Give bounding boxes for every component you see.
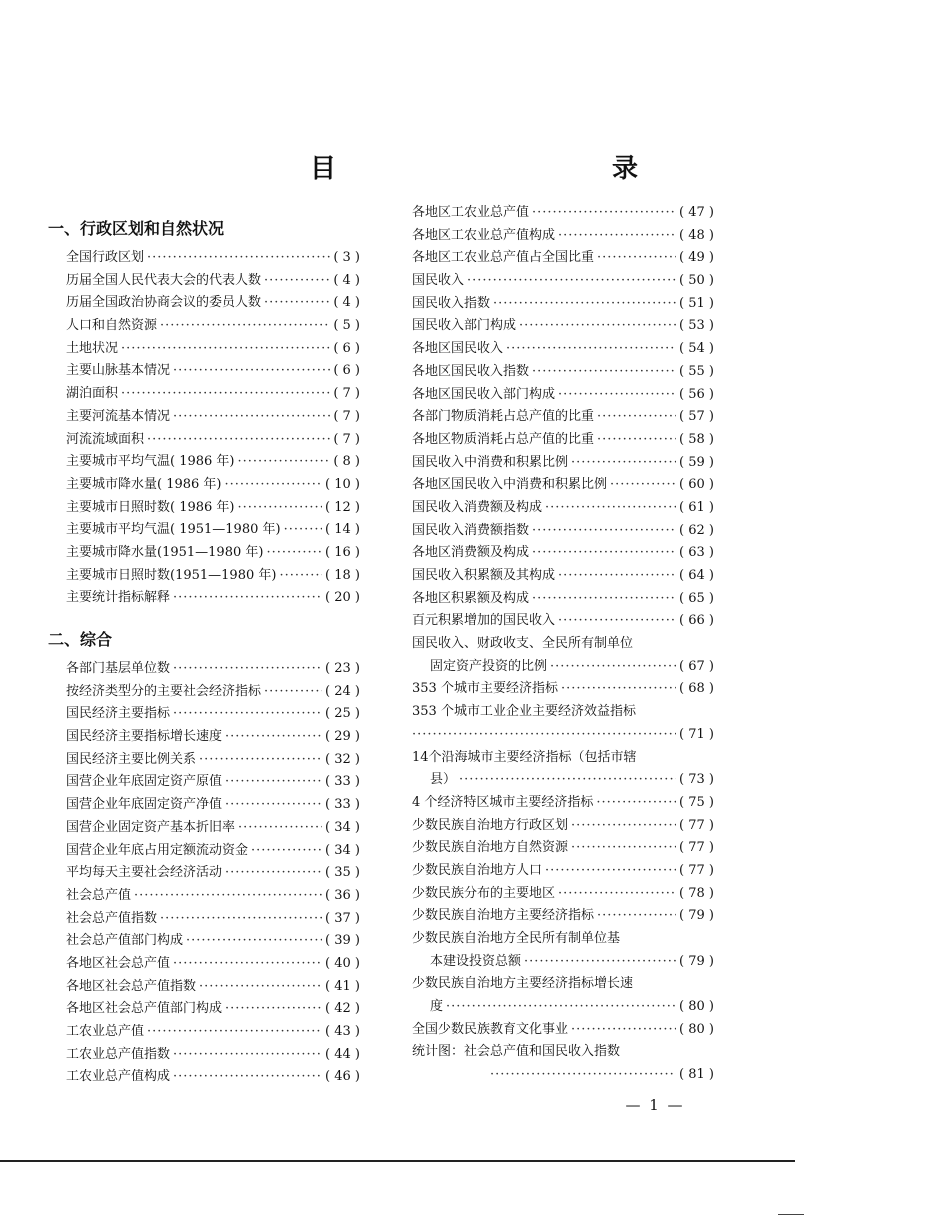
toc-entry (412, 520, 714, 543)
toc-entry-page: ( 48 ) (679, 227, 714, 243)
toc-entry-page: ( 39 ) (325, 933, 360, 949)
toc-entry (48, 953, 360, 976)
toc-entry-title: 国民收入消费额及构成 (412, 499, 543, 515)
toc-entry (48, 908, 360, 931)
toc-entry-page: ( 36 ) (325, 887, 360, 903)
toc-entry (48, 497, 360, 520)
toc-entry-page: ( 7 ) (333, 431, 360, 447)
toc-entry-title: 历届全国人民代表大会的代表人数 (66, 272, 262, 288)
dot-leader (558, 565, 676, 588)
dot-leader (147, 247, 330, 270)
toc-entry (412, 996, 714, 1019)
toc-entry (48, 451, 360, 474)
dot-leader (160, 315, 330, 338)
dot-leader (571, 452, 676, 475)
toc-entry-title: 工农业总产值 (66, 1024, 145, 1039)
section-entries (48, 658, 360, 1089)
dot-leader (532, 361, 676, 384)
toc-entry-title: 主要河流基本情况 (66, 408, 171, 424)
page-title (310, 148, 640, 185)
dot-leader (199, 976, 322, 999)
toc-entry-page: ( 14 ) (325, 522, 360, 538)
toc-entry-title: 固定资产投资的比例 (430, 658, 548, 674)
toc-entry-page: ( 51 ) (679, 295, 714, 311)
toc-entry (48, 360, 360, 383)
dot-leader (524, 951, 676, 974)
dot-leader (173, 360, 330, 383)
dot-leader (160, 908, 322, 931)
toc-entry-page: ( 4 ) (333, 272, 360, 288)
toc-entry-page: ( 7 ) (333, 386, 360, 402)
toc-entry (48, 681, 360, 704)
toc-entry-title: 国营企业年底占用定额流动资金 (66, 842, 249, 858)
dot-leader (279, 565, 322, 588)
toc-entry-title: 河流流域面积 (66, 431, 145, 447)
toc-entry-title: 国民收入中消费和积累比例 (412, 454, 569, 470)
dot-leader (134, 885, 322, 908)
toc-entry (412, 860, 714, 883)
toc-entry (48, 542, 360, 565)
section-entries (412, 1019, 714, 1042)
section-entries (412, 202, 714, 633)
toc-entry (48, 406, 360, 429)
toc-entry-page: ( 42 ) (325, 1001, 360, 1017)
section-entries (412, 792, 714, 928)
toc-entry-page: ( 24 ) (325, 683, 360, 699)
toc-entry-page: ( 49 ) (679, 250, 714, 266)
toc-entry (48, 270, 360, 293)
dot-leader (571, 1019, 676, 1042)
toc-entry (48, 885, 360, 908)
toc-entry-page: ( 8 ) (333, 454, 360, 470)
toc-entry (48, 817, 360, 840)
toc-entry (48, 930, 360, 953)
dot-leader (558, 225, 676, 248)
dot-leader (596, 792, 676, 815)
toc-entry-page: ( 12 ) (325, 499, 360, 515)
toc-entry-line: 353 个城市工业企业主要经济效益指标 (412, 704, 636, 720)
toc-entry (412, 338, 714, 361)
toc-entry-page: ( 77 ) (679, 862, 714, 878)
toc-entry-title: 国营企业年底固定资产原值 (66, 774, 223, 790)
toc-entry-page: ( 66 ) (679, 613, 714, 629)
toc-entry-page: ( 34 ) (325, 819, 360, 835)
toc-entry-title: 主要城市平均气温( 1951—1980 年) (66, 522, 281, 538)
dot-leader (532, 202, 676, 225)
toc-entry (48, 771, 360, 794)
toc-entry-page: ( 37 ) (325, 910, 360, 926)
dot-leader (412, 724, 676, 747)
dot-leader (147, 1021, 322, 1044)
toc-entry-title: 全国少数民族教育文化事业 (412, 1021, 569, 1037)
toc-entry-title: 各地区国民收入中消费和积累比例 (412, 477, 608, 493)
toc-entry (412, 429, 714, 452)
dot-leader (597, 429, 676, 452)
dot-leader (264, 270, 330, 293)
toc-entry-title: 国民收入指数 (412, 295, 491, 311)
toc-entry (412, 270, 714, 293)
dot-leader (571, 837, 676, 860)
dot-leader (173, 406, 330, 429)
toc-entry (48, 383, 360, 406)
toc-entry-page: ( 55 ) (679, 363, 714, 379)
toc-entry-page: ( 4 ) (333, 295, 360, 311)
toc-entry (412, 905, 714, 928)
toc-entry-title: 国民收入部门构成 (412, 318, 517, 334)
dot-leader (173, 953, 322, 976)
toc-entry-page: ( 60 ) (679, 477, 714, 493)
toc-entry (48, 658, 360, 681)
dot-leader (238, 451, 331, 474)
toc-entry-title: 主要城市降水量( 1986 年) (66, 476, 222, 492)
dot-leader (545, 497, 676, 520)
dot-leader (558, 883, 676, 906)
toc-entry-page: ( 62 ) (679, 522, 714, 538)
section-heading: 二、综合 (48, 630, 113, 649)
toc-entry-page: ( 77 ) (679, 840, 714, 856)
toc-entry-page: ( 61 ) (679, 499, 714, 515)
toc-entry (48, 565, 360, 588)
toc-entry-page: ( 35 ) (325, 865, 360, 881)
toc-entry (412, 815, 714, 838)
toc-entry-page: ( 79 ) (679, 908, 714, 924)
dot-leader (597, 247, 676, 270)
dot-leader (284, 519, 322, 542)
toc-entry-title: 少数民族自治地方人口 (412, 862, 543, 878)
dot-leader (561, 678, 676, 701)
toc-entry (48, 247, 360, 270)
toc-entry (48, 840, 360, 863)
toc-entry-page: ( 59 ) (679, 454, 714, 470)
toc-entry-title: 各地区积累额及构成 (412, 590, 530, 606)
toc-entry-page: ( 7 ) (333, 408, 360, 424)
toc-entry-title: 主要山脉基本情况 (66, 363, 171, 379)
toc-entry-title: 各地区社会总产值指数 (66, 978, 197, 994)
toc-entry-title: 主要城市降水量(1951—1980 年) (66, 544, 264, 560)
toc-entry-line: 统计图：社会总产值和国民收入指数 (412, 1044, 621, 1060)
toc-entry (412, 225, 714, 248)
dot-leader (459, 769, 676, 792)
dot-leader (225, 474, 323, 497)
dot-leader (225, 794, 322, 817)
toc-entry (48, 1066, 360, 1089)
toc-entry-page: ( 41 ) (325, 978, 360, 994)
toc-entry-page: ( 32 ) (325, 751, 360, 767)
toc-entry (412, 883, 714, 906)
dot-leader (550, 656, 676, 679)
dot-leader (121, 338, 330, 361)
toc-entry-title: 工农业总产值构成 (66, 1069, 171, 1085)
toc-entry-title: 历届全国政治协商会议的委员人数 (66, 295, 262, 311)
toc-entry (412, 452, 714, 475)
toc-entry (412, 769, 714, 792)
dot-leader (121, 383, 330, 406)
toc-entry-title: 各地区社会总产值 (66, 955, 171, 971)
dot-leader (532, 588, 676, 611)
section-heading: 一、行政区划和自然状况 (48, 219, 225, 238)
toc-entry-title: 各地区工农业总产值构成 (412, 227, 556, 243)
toc-entry (412, 247, 714, 270)
toc-entry-line: 少数民族自治地方全民所有制单位基 (412, 931, 621, 946)
toc-entry (412, 951, 714, 974)
toc-entry-title: 平均每天主要社会经济活动 (66, 865, 223, 881)
dot-leader (571, 815, 676, 838)
dot-leader (545, 860, 676, 883)
toc-entry (412, 361, 714, 384)
toc-entry-title: 度 (430, 999, 444, 1015)
toc-entry-page: ( 3 ) (333, 250, 360, 265)
toc-entry-page: ( 53 ) (679, 318, 714, 334)
toc-entry-title: 按经济类型分的主要社会经济指标 (66, 683, 262, 699)
toc-entry-page: ( 20 ) (325, 590, 360, 606)
toc-entry (48, 703, 360, 726)
toc-entry-title: 各地区工农业总产值 (412, 205, 530, 220)
toc-entry (48, 794, 360, 817)
dot-leader (264, 292, 330, 315)
dot-leader (199, 749, 322, 772)
toc-entry-page: ( 78 ) (679, 885, 714, 901)
dot-leader (446, 996, 676, 1019)
toc-entry-title: 百元积累增加的国民收入 (412, 613, 556, 629)
toc-entry-title: 工农业总产值指数 (66, 1046, 171, 1062)
toc-entry-title: 土地状况 (66, 340, 119, 356)
toc-entry-title: 国民经济主要比例关系 (66, 751, 197, 767)
toc-entry-page: ( 79 ) (679, 953, 714, 969)
dot-leader (266, 542, 322, 565)
toc-entry-title: 各地区国民收入 (412, 341, 504, 357)
page-number: — 1 — (625, 1096, 685, 1114)
toc-entry-page: ( 33 ) (325, 797, 360, 813)
toc-entry (48, 1044, 360, 1067)
toc-entry (48, 315, 360, 338)
title-char-1: 目 (310, 154, 339, 184)
toc-entry-line: 国民收入、财政收支、全民所有制单位 (412, 636, 634, 652)
toc-entry (412, 1019, 714, 1042)
toc-entry-title: 本建设投资总额 (430, 953, 522, 969)
toc-entry-page: ( 34 ) (325, 842, 360, 858)
toc-entry (48, 1021, 360, 1044)
toc-entry (412, 565, 714, 588)
toc-entry-title: 少数民族自治地方自然资源 (412, 840, 569, 856)
toc-entry-title: 国民收入 (412, 273, 465, 289)
toc-entry-page: ( 64 ) (679, 568, 714, 583)
toc-entry-title: 少数民族分布的主要地区 (412, 885, 556, 901)
toc-entry-page: ( 80 ) (679, 999, 714, 1015)
toc-entry-title: 社会总产值部门构成 (66, 933, 184, 949)
toc-entry (48, 429, 360, 452)
toc-entry-page: ( 44 ) (325, 1046, 360, 1062)
scan-edge-line (0, 1160, 795, 1162)
toc-entry-title: 主要城市平均气温( 1986 年) (66, 454, 235, 470)
toc-entry (412, 315, 714, 338)
toc-entry-title: 各部门基层单位数 (66, 661, 171, 676)
toc-entry (48, 862, 360, 885)
toc-entry-title: 少数民族自治地方行政区划 (412, 817, 569, 833)
title-char-2: 录 (611, 154, 640, 184)
toc-entry (412, 474, 714, 497)
dot-leader (225, 771, 322, 794)
toc-entry-page: ( 40 ) (325, 955, 360, 971)
toc-entry-page: ( 71 ) (679, 726, 714, 742)
toc-entry-page: ( 77 ) (679, 817, 714, 833)
toc-entry (412, 588, 714, 611)
toc-entry (412, 497, 714, 520)
toc-entry-title: 各地区物质消耗占总产值的比重 (412, 431, 595, 447)
dot-leader (173, 658, 322, 681)
toc-entry-title: 各地区消费额及构成 (412, 545, 530, 561)
toc-entry-title: 国民经济主要指标增长速度 (66, 729, 223, 745)
toc-entry-page: ( 68 ) (679, 681, 714, 697)
toc-entry-page: ( 50 ) (679, 273, 714, 289)
toc-entry-title: 各地区国民收入部门构成 (412, 386, 556, 402)
toc-entry-page: ( 57 ) (679, 409, 714, 425)
toc-entry-page: ( 16 ) (325, 544, 360, 560)
dot-leader (519, 315, 676, 338)
toc-entry (412, 724, 714, 747)
toc-entry-title: 各地区社会总产值部门构成 (66, 1001, 223, 1017)
toc-entry-title: 主要城市日照时数(1951—1980 年) (66, 567, 277, 583)
toc-entry-page: ( 33 ) (325, 774, 360, 790)
toc-entry-page: ( 43 ) (325, 1024, 360, 1039)
dot-leader (225, 862, 322, 885)
toc-entry-page: ( 80 ) (679, 1021, 714, 1037)
toc-left-column (48, 200, 360, 1089)
toc-entry-page: ( 23 ) (325, 661, 360, 676)
dot-leader (225, 998, 322, 1021)
toc-entry (412, 678, 714, 701)
toc-entry (48, 474, 360, 497)
toc-entry (48, 998, 360, 1021)
toc-entry-title: 湖泊面积 (66, 386, 119, 402)
dot-leader (173, 1044, 322, 1067)
toc-entry-title: 国民收入积累额及其构成 (412, 568, 556, 583)
toc-entry-page: ( 25 ) (325, 706, 360, 722)
dot-leader (147, 429, 330, 452)
toc-entry-page: ( 5 ) (333, 318, 360, 334)
dot-leader (467, 270, 676, 293)
toc-entry-title: 各地区工农业总产值占全国比重 (412, 250, 595, 266)
dot-leader (264, 681, 322, 704)
toc-entry-title: 国民收入消费额指数 (412, 522, 530, 538)
toc-entry (412, 406, 714, 429)
toc-entry (48, 976, 360, 999)
toc-entry-page: ( 10 ) (325, 476, 360, 492)
toc-entry-line: 少数民族自治地方主要经济指标增长速 (412, 976, 634, 992)
toc-entry-page: ( 65 ) (679, 590, 714, 606)
toc-entry-page: ( 56 ) (679, 386, 714, 402)
toc-entry-title: 国民经济主要指标 (66, 706, 171, 722)
toc-entry-page: ( 6 ) (333, 363, 360, 379)
dot-leader (490, 1064, 676, 1087)
toc-entry-title: 人口和自然资源 (66, 318, 158, 334)
toc-entry (412, 542, 714, 565)
toc-entry-title: 国营企业年底固定资产净值 (66, 797, 223, 813)
toc-entry-title: 主要统计指标解释 (66, 590, 171, 606)
toc-entry-page: ( 73 ) (679, 772, 714, 788)
toc-entry (48, 338, 360, 361)
dot-leader (558, 610, 676, 633)
dot-leader (597, 406, 676, 429)
toc-entry (412, 293, 714, 316)
dot-leader (225, 726, 322, 749)
toc-entry-title: 县） (430, 772, 457, 788)
toc-right-column (412, 202, 714, 1087)
dot-leader (238, 817, 322, 840)
toc-entry-page: ( 47 ) (679, 205, 714, 220)
toc-entry-title: 各地区国民收入指数 (412, 363, 530, 379)
toc-entry-title: 全国行政区划 (66, 250, 145, 265)
toc-entry-title: 社会总产值指数 (66, 910, 158, 926)
toc-entry-title: 各部门物质消耗占总产值的比重 (412, 409, 595, 425)
dot-leader (493, 293, 676, 316)
toc-entry-page: ( 81 ) (679, 1067, 714, 1083)
toc-entry-page: ( 29 ) (325, 729, 360, 745)
section-entries (48, 247, 360, 610)
dot-leader (558, 384, 676, 407)
dot-leader (173, 1066, 322, 1089)
dot-leader (597, 905, 676, 928)
toc-entry (412, 610, 714, 633)
toc-entry-page: ( 18 ) (325, 567, 360, 583)
toc-entry-page: ( 54 ) (679, 341, 714, 357)
dot-leader (610, 474, 676, 497)
toc-entry-page: ( 63 ) (679, 545, 714, 561)
dot-leader (532, 520, 676, 543)
dot-leader (173, 587, 322, 610)
toc-entry (48, 292, 360, 315)
toc-entry-title: 国营企业固定资产基本折旧率 (66, 819, 236, 835)
dot-leader (532, 542, 676, 565)
toc-entry (412, 837, 714, 860)
toc-entry (48, 726, 360, 749)
toc-entry-title: 社会总产值 (66, 887, 132, 903)
scan-edge-mark (778, 1214, 804, 1215)
toc-entry (412, 1064, 714, 1087)
toc-entry-title: 少数民族自治地方主要经济指标 (412, 908, 595, 924)
toc-entry-page: ( 58 ) (679, 431, 714, 447)
toc-entry-title: 353 个城市主要经济指标 (412, 681, 558, 697)
toc-entry-title: 主要城市日照时数( 1986 年) (66, 499, 235, 515)
toc-entry (48, 587, 360, 610)
toc-entry (48, 519, 360, 542)
toc-entry (412, 656, 714, 679)
toc-entry-page: ( 67 ) (679, 658, 714, 674)
toc-entry (48, 749, 360, 772)
dot-leader (186, 930, 322, 953)
dot-leader (506, 338, 676, 361)
dot-leader (251, 840, 322, 863)
dot-leader (173, 703, 322, 726)
toc-entry (412, 792, 714, 815)
toc-entry (412, 384, 714, 407)
toc-entry-page: ( 6 ) (333, 340, 360, 356)
dot-leader (238, 497, 323, 520)
toc-entry-page: ( 75 ) (679, 794, 714, 810)
toc-entry-page: ( 46 ) (325, 1069, 360, 1085)
toc-entry (412, 202, 714, 225)
toc-entry-line: 14个沿海城市主要经济指标（包括市辖 (412, 749, 637, 765)
toc-entry-title: 4 个经济特区城市主要经济指标 (412, 794, 594, 810)
